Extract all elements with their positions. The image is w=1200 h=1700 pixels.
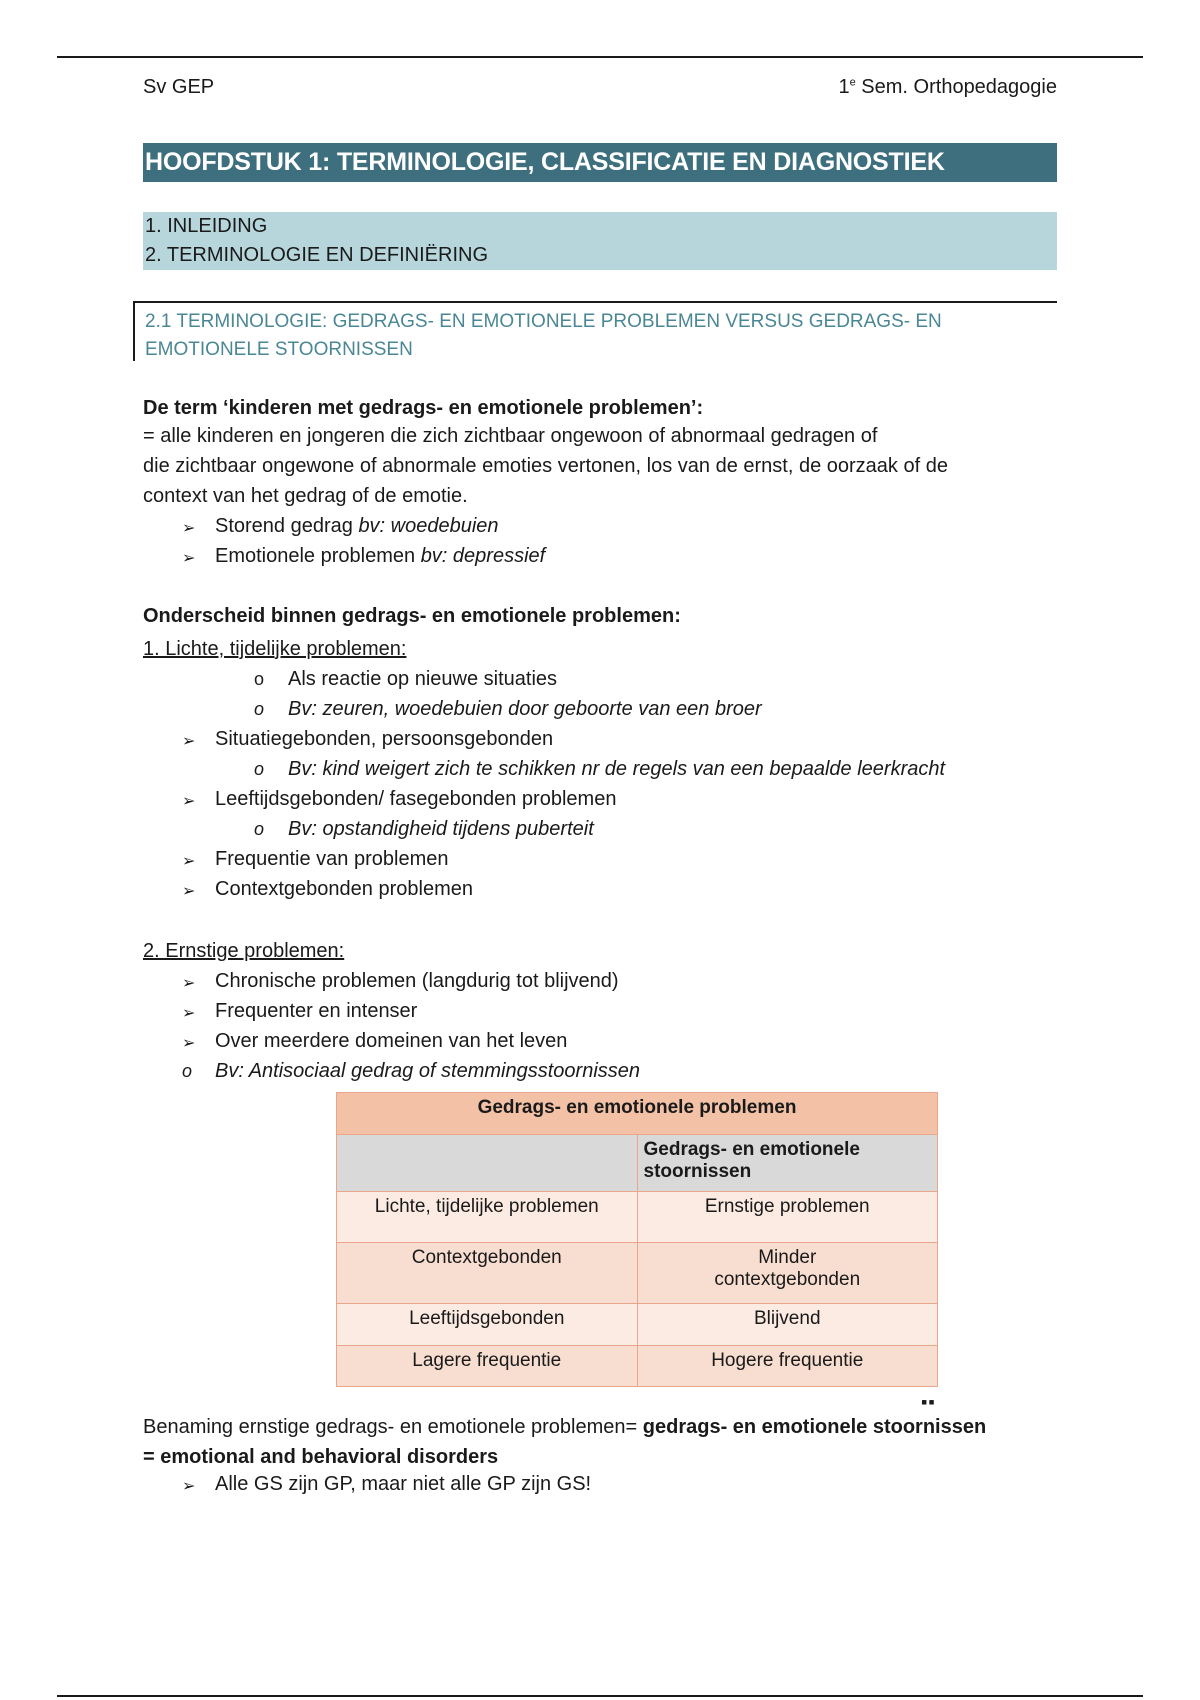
circle-bullet-icon: o [182,1061,193,1081]
table-cell-line-2: contextgebonden [714,1269,861,1290]
circle-bullet-icon: o [254,669,265,689]
bullet-example: bv: woedebuien [358,515,499,537]
light-item-2: Situatiegebonden, persoonsgebonden [215,728,554,750]
bullet-text: Storend gedrag [215,515,359,537]
light-item-2-example: Bv: kind weigert zich te schikken nr de regels van een bepaalde leerkracht [288,758,946,780]
arrow-bullet-icon: ➢ [182,853,196,870]
table-cell: Lagere frequentie [337,1346,638,1387]
arrow-bullet-icon: ➢ [182,975,196,992]
header-left: Sv GEP [143,76,215,98]
definition-bullet-1 [215,515,499,538]
subsection-heading [133,301,1057,361]
distinction-title: Onderscheid binnen gedrags- en emotionele problemen: [143,605,681,627]
naming-bullet: Alle GS zijn GP, maar niet alle GP zijn GS! [215,1473,592,1495]
table-header-cell [637,1135,938,1192]
chapter-title: HOOFDSTUK 1: TERMINOLOGIE, CLASSIFICATIE EN DIAGNOSTIEK [143,143,1057,182]
severe-item-2: Frequenter en intenser [215,1000,418,1022]
arrow-bullet-icon: ➢ [182,550,196,567]
table-header-line-2: stoornissen [643,1161,752,1182]
bottom-rule [57,1695,1143,1697]
table-header-row [337,1135,938,1192]
severe-item-3: Over meerdere domeinen van het leven [215,1030,568,1052]
table-header-empty [337,1135,638,1192]
section-heading-1: 1. INLEIDING [145,215,268,237]
naming-text: Benaming ernstige gedrags- en emotionele problemen= [143,1416,643,1438]
bullet-example: bv: depressief [420,545,546,567]
arrow-bullet-icon: ➢ [182,1478,196,1495]
arrow-bullet-icon: ➢ [182,793,196,810]
table-cell-line-1: Minder [758,1247,817,1268]
definition-bullet-2 [215,545,545,568]
definition-title: De term ‘kinderen met gedrags- en emotionele problemen’: [143,397,704,419]
arrow-bullet-icon: ➢ [182,520,196,537]
subsection-line-1: 2.1 TERMINOLOGIE: GEDRAGS- EN EMOTIONELE PROBLEMEN VERSUS GEDRAGS- EN [145,311,942,332]
table-row [337,1243,938,1304]
top-rule [57,56,1143,58]
light-item-3: Leeftijdsgebonden/ fasegebonden problemen [215,788,617,810]
table-cell: Ernstige problemen [637,1192,938,1243]
arrow-bullet-icon: ➢ [182,1035,196,1052]
comparison-table [336,1092,938,1387]
light-item-4: Frequentie van problemen [215,848,449,870]
circle-bullet-icon: o [254,699,265,719]
subsection-line-2: EMOTIONELE STOORNISSEN [145,339,413,360]
light-problems-heading: 1. Lichte, tijdelijke problemen: [143,638,407,660]
table-header-line-1: Gedrags- en emotionele [643,1139,860,1160]
table-cell [637,1243,938,1304]
section-heading-2: 2. TERMINOLOGIE EN DEFINIËRING [145,244,489,266]
header-right-text: Sem. Orthopedagogie [855,76,1057,98]
light-item-1-example: Bv: zeuren, woedebuien door geboorte van een broer [288,698,762,720]
circle-bullet-icon: o [254,819,265,839]
table-title: Gedrags- en emotionele problemen [337,1093,938,1135]
naming-bold-term: gedrags- en emotionele stoornissen [642,1416,987,1438]
arrow-bullet-icon: ➢ [182,1005,196,1022]
table-row [337,1192,938,1243]
header-right-sup: e [849,76,856,89]
table-marker-icon: ▪▪ [921,1392,936,1412]
severe-item-1: Chronische problemen (langdurig tot blijvend) [215,970,619,992]
definition-line-3: context van het gedrag of de emotie. [143,485,468,507]
table-cell: Blijvend [637,1304,938,1346]
table-cell: Leeftijdsgebonden [337,1304,638,1346]
severe-problems-heading: 2. Ernstige problemen: [143,940,345,962]
arrow-bullet-icon: ➢ [182,733,196,750]
header-right-number: 1 [838,76,850,98]
header-right [839,76,1058,99]
definition-line-1: = alle kinderen en jongeren die zich zichtbaar ongewoon of abnormaal gedragen of [143,425,878,447]
circle-bullet-icon: o [254,759,265,779]
definition-line-2: die zichtbaar ongewone of abnormale emoties vertonen, los van de ernst, de oorzaak of de [143,455,948,477]
naming-line-2: = emotional and behavioral disorders [143,1446,499,1468]
table-cell: Hogere frequentie [637,1346,938,1387]
table-cell: Contextgebonden [337,1243,638,1304]
severe-example: Bv: Antisociaal gedrag of stemmingsstoornissen [215,1060,641,1082]
table-title-row [337,1093,938,1135]
table-cell: Lichte, tijdelijke problemen [337,1192,638,1243]
section-headings [143,212,1057,270]
light-item-5: Contextgebonden problemen [215,878,473,900]
table-row [337,1304,938,1346]
bullet-text: Emotionele problemen [215,545,421,567]
naming-line-1 [143,1416,986,1439]
light-item-1: Als reactie op nieuwe situaties [288,668,558,690]
table-row [337,1346,938,1387]
light-item-3-example: Bv: opstandigheid tijdens puberteit [288,818,594,840]
arrow-bullet-icon: ➢ [182,883,196,900]
